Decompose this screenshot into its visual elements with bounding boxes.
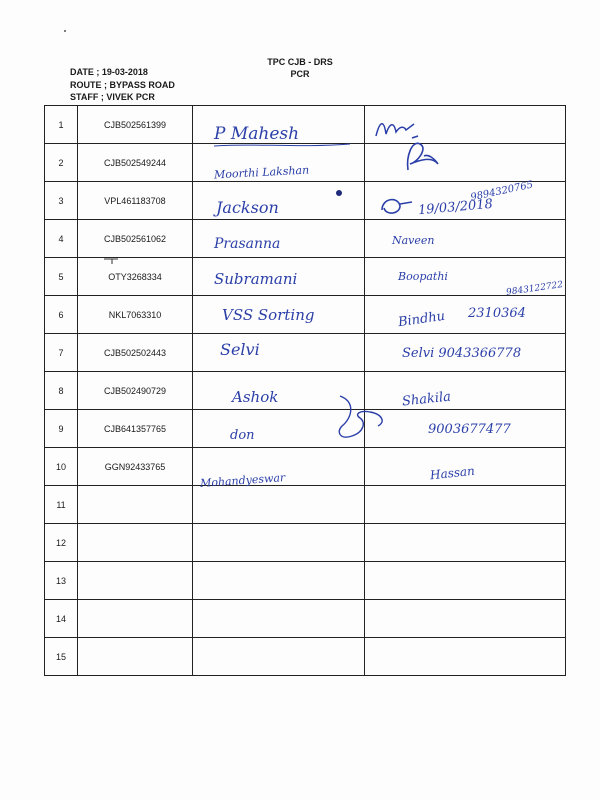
delivery-table xyxy=(44,105,566,676)
signature-cell xyxy=(365,410,566,448)
receiver-name-cell xyxy=(193,220,365,258)
table-row xyxy=(45,562,566,600)
receiver-name-cell xyxy=(193,296,365,334)
tracking-code xyxy=(78,562,193,600)
receiver-name-cell xyxy=(193,182,365,220)
row-number: 8 xyxy=(45,372,78,410)
signature-cell xyxy=(365,524,566,562)
table-row xyxy=(45,334,566,372)
handwritten-name: Subramani xyxy=(214,270,298,288)
table-row xyxy=(45,220,566,258)
handwritten-phone: 9894320765 xyxy=(469,179,535,204)
signature-cell xyxy=(365,372,566,410)
document-title: TPC CJB - DRS xyxy=(267,57,333,67)
handwritten-signature-text: 19/03/2018 xyxy=(417,196,494,219)
receiver-name-cell xyxy=(193,334,365,372)
table-row xyxy=(45,600,566,638)
handwritten-signature-text: Naveen xyxy=(392,234,435,247)
tracking-code: GGN92433765 xyxy=(78,448,193,486)
signature-cell xyxy=(365,638,566,676)
handwritten-phone: 9003677477 xyxy=(428,422,511,437)
date-field: DATE ; 19-03-2018 xyxy=(70,67,148,77)
handwritten-name: Jackson xyxy=(216,198,279,217)
handwritten-signature-text: Hassan xyxy=(429,463,476,483)
signature-cell xyxy=(365,220,566,258)
row-number: 6 xyxy=(45,296,78,334)
tracking-code xyxy=(78,600,193,638)
table-row xyxy=(45,448,566,486)
row-number: 4 xyxy=(45,220,78,258)
handwritten-name: Moorthi Lakshan xyxy=(213,163,310,182)
handwritten-signature-text: Selvi 9043366778 xyxy=(402,346,522,361)
table-row xyxy=(45,182,566,220)
handwritten-phone: 2310364 xyxy=(468,306,526,321)
handwritten-signature-text: Shakila xyxy=(401,389,452,410)
receiver-name-cell xyxy=(193,486,365,524)
signature-cell xyxy=(365,334,566,372)
handwritten-name: VSS Sorting xyxy=(222,306,315,324)
scan-speck xyxy=(64,30,66,32)
receiver-name-cell xyxy=(193,562,365,600)
receiver-name-cell xyxy=(193,258,365,296)
handwritten-signature-text: Boopathi xyxy=(398,270,448,283)
receiver-name-cell xyxy=(193,600,365,638)
tracking-code: VPL461183708 xyxy=(78,182,193,220)
row-number: 15 xyxy=(45,638,78,676)
receiver-name-cell xyxy=(193,144,365,182)
row-number: 12 xyxy=(45,524,78,562)
table-row xyxy=(45,410,566,448)
table-row xyxy=(45,372,566,410)
table-row xyxy=(45,638,566,676)
table-row xyxy=(45,106,566,144)
handwritten-signature-text: Bindhu xyxy=(397,308,446,331)
tracking-code xyxy=(78,638,193,676)
document-meta xyxy=(70,66,175,104)
table-row xyxy=(45,524,566,562)
handwritten-name: don xyxy=(230,428,255,443)
signature-cell xyxy=(365,258,566,296)
tracking-code: CJB502490729 xyxy=(78,372,193,410)
receiver-name-cell xyxy=(193,372,365,410)
row-number: 3 xyxy=(45,182,78,220)
table-row xyxy=(45,144,566,182)
tracking-code xyxy=(78,524,193,562)
handwritten-name: Ashok xyxy=(232,388,279,406)
signature-cell xyxy=(365,179,566,220)
signature-cell xyxy=(365,600,566,638)
tracking-code: CJB502561062 xyxy=(78,220,193,258)
signature-cell xyxy=(365,106,566,144)
tracking-code xyxy=(78,486,193,524)
row-number: 5 xyxy=(45,258,78,296)
receiver-name-cell xyxy=(193,524,365,562)
receiver-name-cell xyxy=(193,410,365,448)
receiver-name-cell xyxy=(193,106,365,144)
receiver-name-cell xyxy=(193,448,365,486)
tracking-code: NKL7063310 xyxy=(78,296,193,334)
document-subtitle: PCR xyxy=(290,69,310,79)
handwritten-name: Mohandyeswar xyxy=(199,471,286,490)
row-number: 9 xyxy=(45,410,78,448)
route-field: ROUTE ; BYPASS ROAD xyxy=(70,79,175,90)
tracking-code: CJB641357765 xyxy=(78,410,193,448)
staff-field: STAFF ; VIVEK PCR xyxy=(70,92,155,102)
handwritten-phone: 9843122722 xyxy=(505,280,564,298)
signature-cell xyxy=(365,296,566,334)
row-number: 1 xyxy=(45,106,78,144)
tracking-code: CJB502502443 xyxy=(78,334,193,372)
table-row xyxy=(45,296,566,334)
receiver-name-cell xyxy=(193,638,365,676)
row-number: 11 xyxy=(45,486,78,524)
signature-cell xyxy=(365,562,566,600)
tracking-code: CJB502549244 xyxy=(78,144,193,182)
table-row xyxy=(45,258,566,296)
signature-cell xyxy=(365,448,566,486)
table-row xyxy=(45,486,566,524)
handwritten-name: Prasanna xyxy=(214,236,281,252)
row-number: 14 xyxy=(45,600,78,638)
signature-cell xyxy=(365,486,566,524)
tracking-code: OTY3268334 xyxy=(78,258,193,296)
row-number: 7 xyxy=(45,334,78,372)
row-number: 13 xyxy=(45,562,78,600)
handwritten-name: P Mahesh xyxy=(214,124,300,144)
tracking-code: CJB502561399 xyxy=(78,106,193,144)
row-number: 2 xyxy=(45,144,78,182)
row-number: 10 xyxy=(45,448,78,486)
handwritten-name: Selvi xyxy=(220,340,260,359)
signature-cell xyxy=(365,144,566,182)
